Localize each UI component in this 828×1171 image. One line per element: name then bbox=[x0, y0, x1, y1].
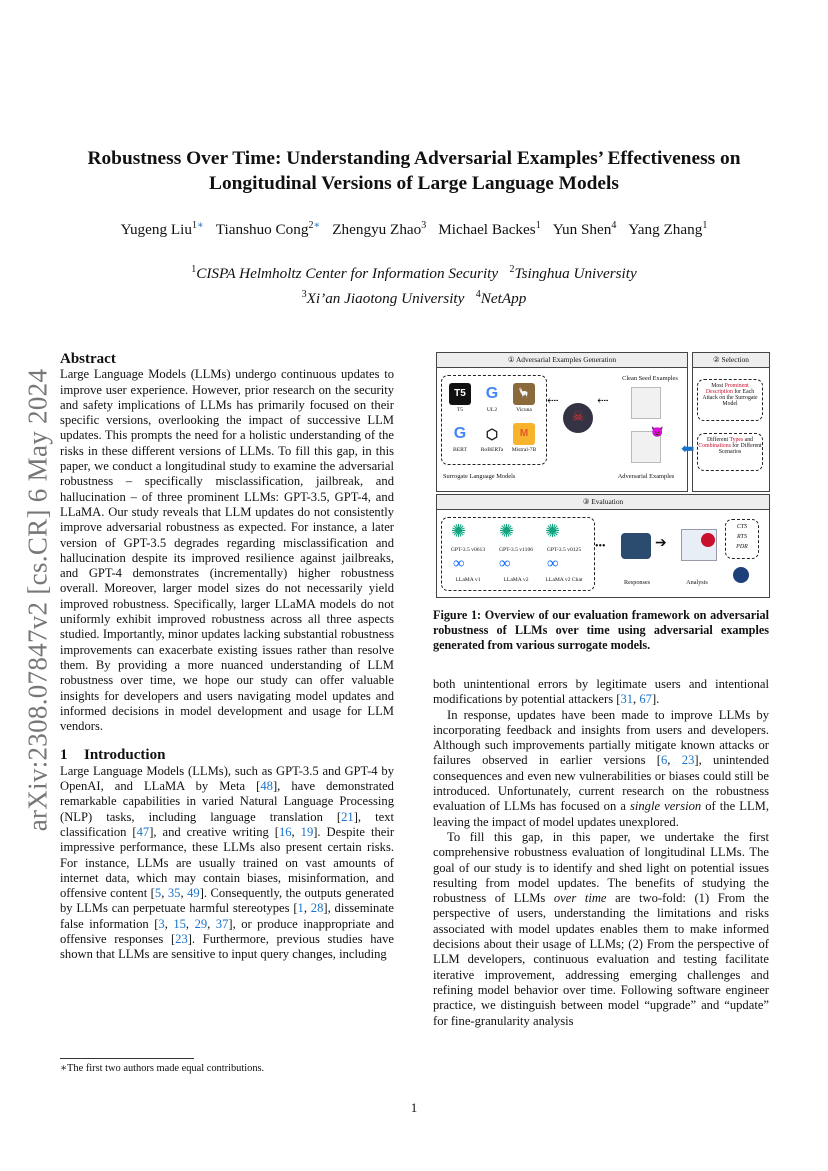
text-run: ]. bbox=[651, 692, 660, 707]
citation-link[interactable]: 28 bbox=[310, 901, 324, 916]
devil-icon: 😈 bbox=[651, 427, 664, 438]
model-label: Vicuna bbox=[516, 407, 532, 413]
text-run: , bbox=[667, 753, 682, 768]
affiliation-3: Xi’an Jiaotong University bbox=[306, 290, 465, 308]
paper-title bbox=[60, 146, 768, 196]
gpt-version-label: GPT-3.5 v1106 bbox=[498, 547, 534, 553]
citation-link[interactable]: 49 bbox=[187, 886, 200, 901]
citation-link[interactable]: 48 bbox=[260, 779, 273, 794]
selection-header: ② Selection bbox=[693, 353, 769, 368]
adversarial-examples-label: Adversarial Examples bbox=[617, 473, 675, 480]
author-name: Yun Shen$^4$ bbox=[552, 220, 617, 239]
title-line-2: Longitudinal Versions of Large Language Models bbox=[209, 173, 619, 194]
sel-text: for Each Attack on the Surrogate Model bbox=[702, 389, 758, 407]
google-icon: G bbox=[453, 425, 467, 442]
selection-panel bbox=[681, 352, 770, 492]
affil-sup: 2 bbox=[509, 264, 515, 275]
text-run: ]. Consequently, the outputs generated by LLMs can perpetuate harmful stereotypes [ bbox=[60, 886, 395, 916]
author-name: Tianshuo Cong$^{2∗}$ bbox=[215, 220, 321, 239]
sel-text: Different bbox=[706, 437, 730, 443]
meta-icon: ∞ bbox=[547, 555, 559, 572]
affil-sup: 4 bbox=[475, 289, 481, 301]
left-column bbox=[60, 352, 394, 963]
section-number: 1 bbox=[60, 747, 68, 764]
arrow-left-icon: ⇠ bbox=[597, 394, 609, 409]
citation-link[interactable]: 15 bbox=[173, 916, 186, 931]
affil-sup: 1 bbox=[191, 264, 197, 275]
openai-icon: ✺ bbox=[545, 521, 561, 541]
abstract-heading: Abstract bbox=[60, 351, 116, 367]
selection-criteria-1 bbox=[697, 379, 763, 421]
model-label: Mistral-7B bbox=[511, 447, 537, 453]
text-run: To fill this gap, in this paper, we undertake the first comprehensive robustness evaluation of longitudinal LLMs. The goal of our study is to identify and shed light on potential issues resulting from model updates. The benefits of studying the robustness of LLMs bbox=[433, 829, 769, 906]
emphasis-text: over time bbox=[553, 891, 607, 906]
figure-1 bbox=[436, 352, 768, 596]
meta-icon: ∞ bbox=[453, 555, 465, 572]
text-run: both unintentional errors by legitimate users and intentional modifications by potential attackers [ bbox=[433, 677, 769, 707]
citation-link[interactable]: 37 bbox=[215, 916, 229, 931]
citation-link[interactable]: 6 bbox=[661, 753, 668, 768]
meta-icon: ∞ bbox=[499, 555, 511, 572]
right-paragraph-2 bbox=[433, 830, 769, 1029]
right-paragraph-1 bbox=[433, 708, 769, 830]
selection-criteria-2 bbox=[697, 433, 763, 471]
arxiv-sidebar bbox=[18, 360, 58, 840]
affiliations bbox=[60, 259, 768, 309]
text-run: ]. Despite their impressive performance, these LLMs also present certain risks. For instance, LLMs are usually trained on vast amounts of internet data, which may contain biases, misinformation, and offensive content [ bbox=[60, 824, 395, 901]
text-run: , bbox=[633, 692, 640, 707]
text-run: , bbox=[164, 916, 174, 931]
author-name: Zhengyu Zhao$^3$ bbox=[332, 220, 427, 239]
llama-version-label: LLaMA v2 bbox=[503, 577, 529, 583]
page-number: 1 bbox=[410, 1100, 418, 1115]
text-run: ], or produce inappropriate and offensive responses [ bbox=[60, 916, 395, 946]
model-label: BERT bbox=[453, 447, 467, 453]
document-icon bbox=[631, 387, 661, 419]
generation-panel bbox=[436, 352, 688, 492]
roberta-icon: ⬡ bbox=[485, 426, 499, 442]
citation-link[interactable]: 31 bbox=[620, 692, 634, 707]
author-list bbox=[60, 220, 768, 239]
citation-link[interactable]: 23 bbox=[175, 931, 188, 946]
author-name: Michael Backes$^1$ bbox=[438, 220, 541, 239]
citation-link[interactable]: 21 bbox=[341, 809, 354, 824]
sel-text: Most bbox=[711, 383, 725, 389]
arrow-left-icon: ⇠ bbox=[547, 394, 559, 409]
metrics-box bbox=[725, 519, 759, 559]
footnote: ∗The first two authors made equal contributions. bbox=[60, 1063, 265, 1074]
text-run: ], unintended consequences and even new vulnerabilities or biases could still be introduced. Unfortunately, current research on the robustness evaluation of LLMs has focused on a bbox=[433, 753, 770, 814]
chat-bubble-icon bbox=[621, 533, 651, 559]
google-icon: G bbox=[485, 385, 499, 402]
author-name: Yugeng Liu$^{1∗}$ bbox=[120, 220, 204, 239]
mistral-icon: M bbox=[513, 423, 535, 445]
llama-version-label: LLaMA v2 Chat bbox=[545, 577, 583, 583]
citation-link[interactable]: 23 bbox=[681, 753, 695, 768]
text-run: , bbox=[185, 916, 195, 931]
sel-text: and bbox=[743, 437, 754, 443]
sel-highlight: Types bbox=[729, 437, 744, 443]
surrogate-label: Surrogate Language Models bbox=[443, 473, 516, 480]
citation-link[interactable]: 67 bbox=[639, 692, 652, 707]
gpt-version-label: GPT-3.5 v0613 bbox=[450, 547, 486, 553]
intro-paragraph-1 bbox=[60, 764, 394, 963]
sel-highlight: Combinations bbox=[698, 443, 731, 449]
sel-highlight: Prominent Description bbox=[705, 383, 749, 395]
arrow-right-icon: ➔ bbox=[655, 536, 667, 551]
emphasis-text: single version bbox=[629, 799, 702, 814]
clean-seed-label: Clean Seed Examples bbox=[622, 375, 678, 382]
gpt-version-label: GPT-3.5 v0125 bbox=[546, 547, 582, 553]
affil-sup: 3 bbox=[301, 289, 307, 301]
author-name: Yang Zhang$^1$ bbox=[628, 220, 708, 239]
t5-icon: T5 bbox=[449, 383, 471, 405]
intro-heading bbox=[60, 748, 394, 763]
metric-label: CTS bbox=[736, 524, 748, 530]
evaluation-panel bbox=[436, 494, 770, 598]
sel-text: for Different Scenarios bbox=[718, 443, 762, 455]
text-run: ], disseminate false information [ bbox=[60, 901, 394, 931]
attacker-icon: ☠ bbox=[563, 403, 593, 433]
evaluation-header: ③ Evaluation bbox=[437, 495, 769, 510]
badge-icon bbox=[733, 567, 749, 583]
text-run: , bbox=[291, 824, 301, 839]
citation-link[interactable]: 29 bbox=[194, 916, 208, 931]
text-run: ], and creative writing [ bbox=[149, 824, 279, 839]
model-label: UL2 bbox=[486, 407, 498, 413]
arxiv-id: arXiv:2308.07847v2 [cs.CR] 6 May 2024 bbox=[22, 368, 53, 832]
text-run: are two-fold: (1) From the perspective of users, understanding the limitations and risks associated with model updates enables them to make informed decisions about their usage of LLMs; (2) From the perspective of LLM developers, continuous evaluation and testing facilitate iterative improvement, addressing emerging challenges and refining model behavior over time. Following software engineer practice, we distinguish between model “upgrade” and “update” for fine-granularity analysis bbox=[433, 891, 769, 1028]
citation-link[interactable]: 5 bbox=[154, 886, 162, 901]
pie-chart-icon bbox=[701, 533, 715, 547]
vicuna-icon: 🦙 bbox=[513, 383, 535, 405]
metric-label: RTS bbox=[736, 534, 747, 540]
right-column bbox=[433, 677, 769, 1029]
citation-link[interactable]: 19 bbox=[300, 824, 314, 839]
text-run: ], have demonstrated remarkable capabilities in varied Natural Language Processing (NLP) tasks, including language translation [ bbox=[60, 779, 394, 824]
metric-label: PDR bbox=[736, 544, 748, 550]
text-run: ], text classification [ bbox=[60, 809, 394, 839]
text-run: In response, updates have been made to improve LLMs by incorporating feedback and insights from users and developers. Although such improvements partially mitigate known attacks or failures observed in earlier versions [ bbox=[433, 707, 769, 768]
model-label: RoBERTa bbox=[480, 447, 504, 453]
citation-link[interactable]: 47 bbox=[136, 824, 150, 839]
footnote-rule bbox=[60, 1058, 194, 1059]
affiliation-2: Tsinghua University bbox=[514, 265, 637, 283]
openai-icon: ✺ bbox=[451, 521, 467, 541]
openai-icon: ✺ bbox=[499, 521, 515, 541]
analysis-label: Analysis bbox=[686, 579, 708, 586]
citation-link[interactable]: 16 bbox=[278, 824, 292, 839]
section-title: Introduction bbox=[84, 747, 166, 764]
text-run: of the LLM, leaving the impact of model updates unexplored. bbox=[433, 799, 769, 829]
responses-label: Responses bbox=[623, 579, 651, 586]
abstract-text: Large Language Models (LLMs) undergo continuous updates to improve user experience. However, prior research on the security and safety implications of LLMs has primarily focused on their specific versions, overlooking the impact of successive LLM updates. This prompts the need for a holistic understanding of the risks in these different versions of LLMs. To fill this gap, in this paper, we conduct a longitudinal study to examine the adversarial robustness – specifically misclassification, jailbreak, and hallucination – of three prominent LLMs: GPT-3.5, GPT-4, and LLaMA. Our study reveals that LLM updates do not consistently improve adversarial robustness as expected. For instance, a later version of GPT-3.5 degrades regarding misclassification and hallucination despite its improved resilience against jailbreaks, and GPT-4 demonstrates (incrementally) higher robustness overall. Moreover, larger model sizes do not necessarily yield improved robustness. Specifically, larger LLaMA models do not uniformly exhibit improved robustness across all three aspects studied. Importantly, minor updates lacking substantial robustness improvements can exacerbate existing issues rather than resolve them. By providing a more nuanced understanding of LLM robustness over time, we hope our study can offer valuable insights for developers and users navigating model updates and informed decisions in model development and usage for LLM vendors. bbox=[60, 367, 394, 734]
model-label: T5 bbox=[456, 407, 464, 413]
affiliation-4: NetApp bbox=[480, 290, 527, 308]
affiliation-1: CISPA Helmholtz Center for Information Security bbox=[196, 265, 499, 283]
citation-link[interactable]: 35 bbox=[167, 886, 181, 901]
generation-header: ① Adversarial Examples Generation bbox=[437, 353, 687, 368]
text-run: ]. Furthermore, previous studies have shown that LLMs are sensitive to input query changes, including bbox=[60, 931, 394, 962]
citation-link[interactable]: 1 bbox=[297, 901, 304, 916]
text-run: , bbox=[207, 916, 216, 931]
arrow-left-icon: ⬅ bbox=[681, 441, 695, 458]
llama-version-label: LLaMA v1 bbox=[455, 577, 481, 583]
text-run: , bbox=[161, 886, 168, 901]
title-line-1: Robustness Over Time: Understanding Adversarial Examples’ Effectiveness on bbox=[87, 148, 741, 169]
figure-caption: Figure 1: Overview of our evaluation framework on adversarial robustness of LLMs over time using adversarial examples generated from various surrogate models. bbox=[433, 608, 769, 652]
right-paragraph-0 bbox=[433, 677, 769, 708]
text-run: , bbox=[180, 886, 188, 901]
citation-link[interactable]: 3 bbox=[158, 916, 165, 931]
text-run: Large Language Models (LLMs), such as GPT-3.5 and GPT-4 by OpenAI, and LLaMA by Meta [ bbox=[60, 763, 394, 794]
text-run: , bbox=[303, 901, 311, 916]
ellipsis-icon: ••• bbox=[595, 541, 606, 552]
